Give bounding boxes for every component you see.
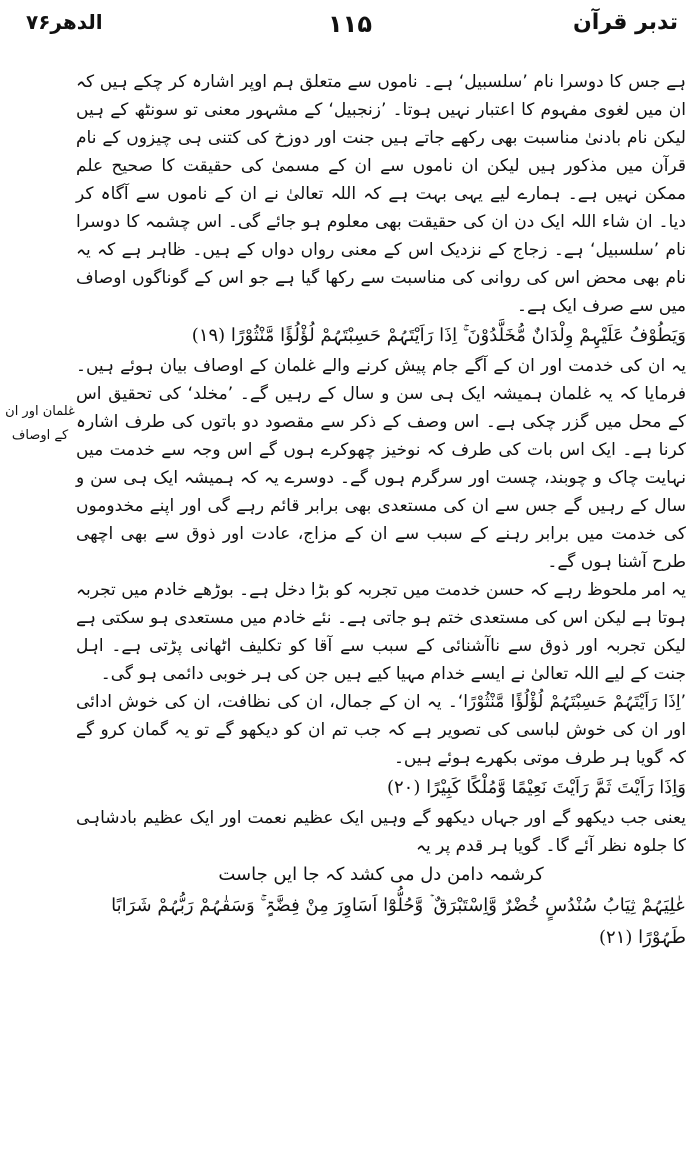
page-number: ۱۱۵ (328, 10, 372, 38)
margin-note: غلمان اور ان کے اوصاف (5, 404, 75, 443)
persian-verse: کرشمہ دامن دل می کشد کہ جا ایں جاست (218, 864, 544, 885)
paragraph: یہ امر ملحوظ رہے کہ حسن خدمت میں تجربہ کو بڑا دخل ہے۔ بوڑھے خادم میں تجربہ ہوتا ہے لیکن اس کی مستعدی ختم ہو جاتی ہے۔ نئے خادم میں مستعدی ہو سکتی ہے لیکن تجربہ اور ذوق سے ناآشنائی کے سبب سے آقا کو تکلیف اٹھانی پڑتی ہے۔ اہل جنت کے لیے اللہ تعالیٰ نے ایسے خدام مہیا کیے ہیں جن کی ہر خوبی دائمی ہو گی۔ (76, 580, 686, 684)
quran-verse: وَاِذَا رَاَیْتَ ثَمَّ رَاَیْتَ نَعِیْمًا وَّمُلْکًا کَبِیْرًا (۲۰) (386, 777, 686, 798)
surah-reference: الدھر۷۶ (26, 10, 103, 34)
paragraph: یعنی جب دیکھو گے اور جہاں دیکھو گے وہیں ایک عظیم نعمت اور ایک عظیم بادشاہی کا جلوہ نظر آئے گا۔ گویا ہر قدم پر یہ (76, 808, 686, 856)
paragraph: ’اِذَا رَاَیْتَہُمْ حَسِبْتَہُمْ لُؤْلُؤًا مَّنْثُوْرًا‘۔ یہ ان کے جمال، ان کی نظافت، ان کی خوش ادائی اور ان کی خوش لباسی کی تصویر ہے کہ جب تم ان کو دیکھو گے تو یہ گمان کرو گے کہ گویا ہر طرف موتی بکھرے ہوئے ہیں۔ (76, 692, 686, 768)
paragraph: یہ ان کی خدمت اور ان کے آگے جام پیش کرنے والے غلمان کے اوصاف بیان ہوئے ہیں۔ فرمایا کہ یہ غلمان ہمیشہ ایک ہی سن و سال کے رہیں گے۔ ’مخلد‘ کی تحقیق اس کے محل میں گزر چکی ہے۔ اس وصف کے ذکر سے مقصود دو باتوں کی طرف اشارہ کرنا ہے۔ ایک اس بات کی طرف کہ نوخیز چھوکرے ہوں گے اس وجہ سے خدمت میں نہایت چاک و چوبند، چست اور سرگرم ہوں گے۔ دوسرے یہ کہ ہمیشہ ایک ہی سن و سال کے رہیں گے جس سے ان کی مستعدی بھی برابر قائم رہے گی اور اپنے مخدوموں کی خدمت میں برابر رہنے کے سبب سے ان کے مزاج، عادت اور ذوق سے بھی اچھی طرح آشنا ہوں گے۔ (76, 356, 686, 572)
quran-verse: وَیَطُوْفُ عَلَیْہِمْ وِلْدَانٌ مُّخَلَّدُوْنَ ۚ اِذَا رَاَیْتَہُمْ حَسِبْتَہُمْ لُؤْلُؤًا مَّنْثُوْرًا (۱۹) (191, 325, 686, 346)
quran-verse: عٰلِیَہُمْ ثِیَابُ سُنْدُسٍ خُضْرٌ وَّاِسْتَبْرَقٌ ۡ وَّحُلُّوْٓا اَسَاوِرَ مِنْ فِضَّۃٍ ۚ وَسَقٰہُمْ رَبُّہُمْ شَرَابًا طَہُوْرًا (۲۱) (111, 895, 686, 948)
book-title: تدبر قرآن (573, 10, 678, 35)
paragraph: ہے جس کا دوسرا نام ’سلسبیل‘ ہے۔ ناموں سے متعلق ہم اوپر اشارہ کر چکے ہیں کہ ان میں لغوی مفہوم کا اعتبار نہیں ہوتا۔ ’زنجبیل‘ کے مشہور معنی تو سونٹھ کے ہیں لیکن نام بادنیٰ مناسبت بھی رکھے جاتے ہیں جنت اور دوزخ کی کتنی ہی چیزوں کے نام قرآن میں مذکور ہیں لیکن ان ناموں سے ان کے مسمیٰ کی حقیقت کا صحیح علم ممکن نہیں ہے۔ ہمارے لیے یہی بہت ہے کہ اللہ تعالیٰ نے ان کے ناموں سے آگاہ کر دیا۔ ان شاء اللہ ایک دن ان کی حقیقت بھی معلوم ہو جائے گی۔ اس چشمہ کا دوسرا نام ’سلسبیل‘ ہے۔ زجاج کے نزدیک اس کے معنی رواں دواں کے ہیں۔ ظاہر ہے کہ یہ نام بھی محض اس کی روانی کی مناسبت سے رکھا گیا ہے جو اس کے گوناگوں اوصاف میں سے صرف ایک ہے۔ (76, 72, 686, 316)
body-text (76, 68, 686, 954)
